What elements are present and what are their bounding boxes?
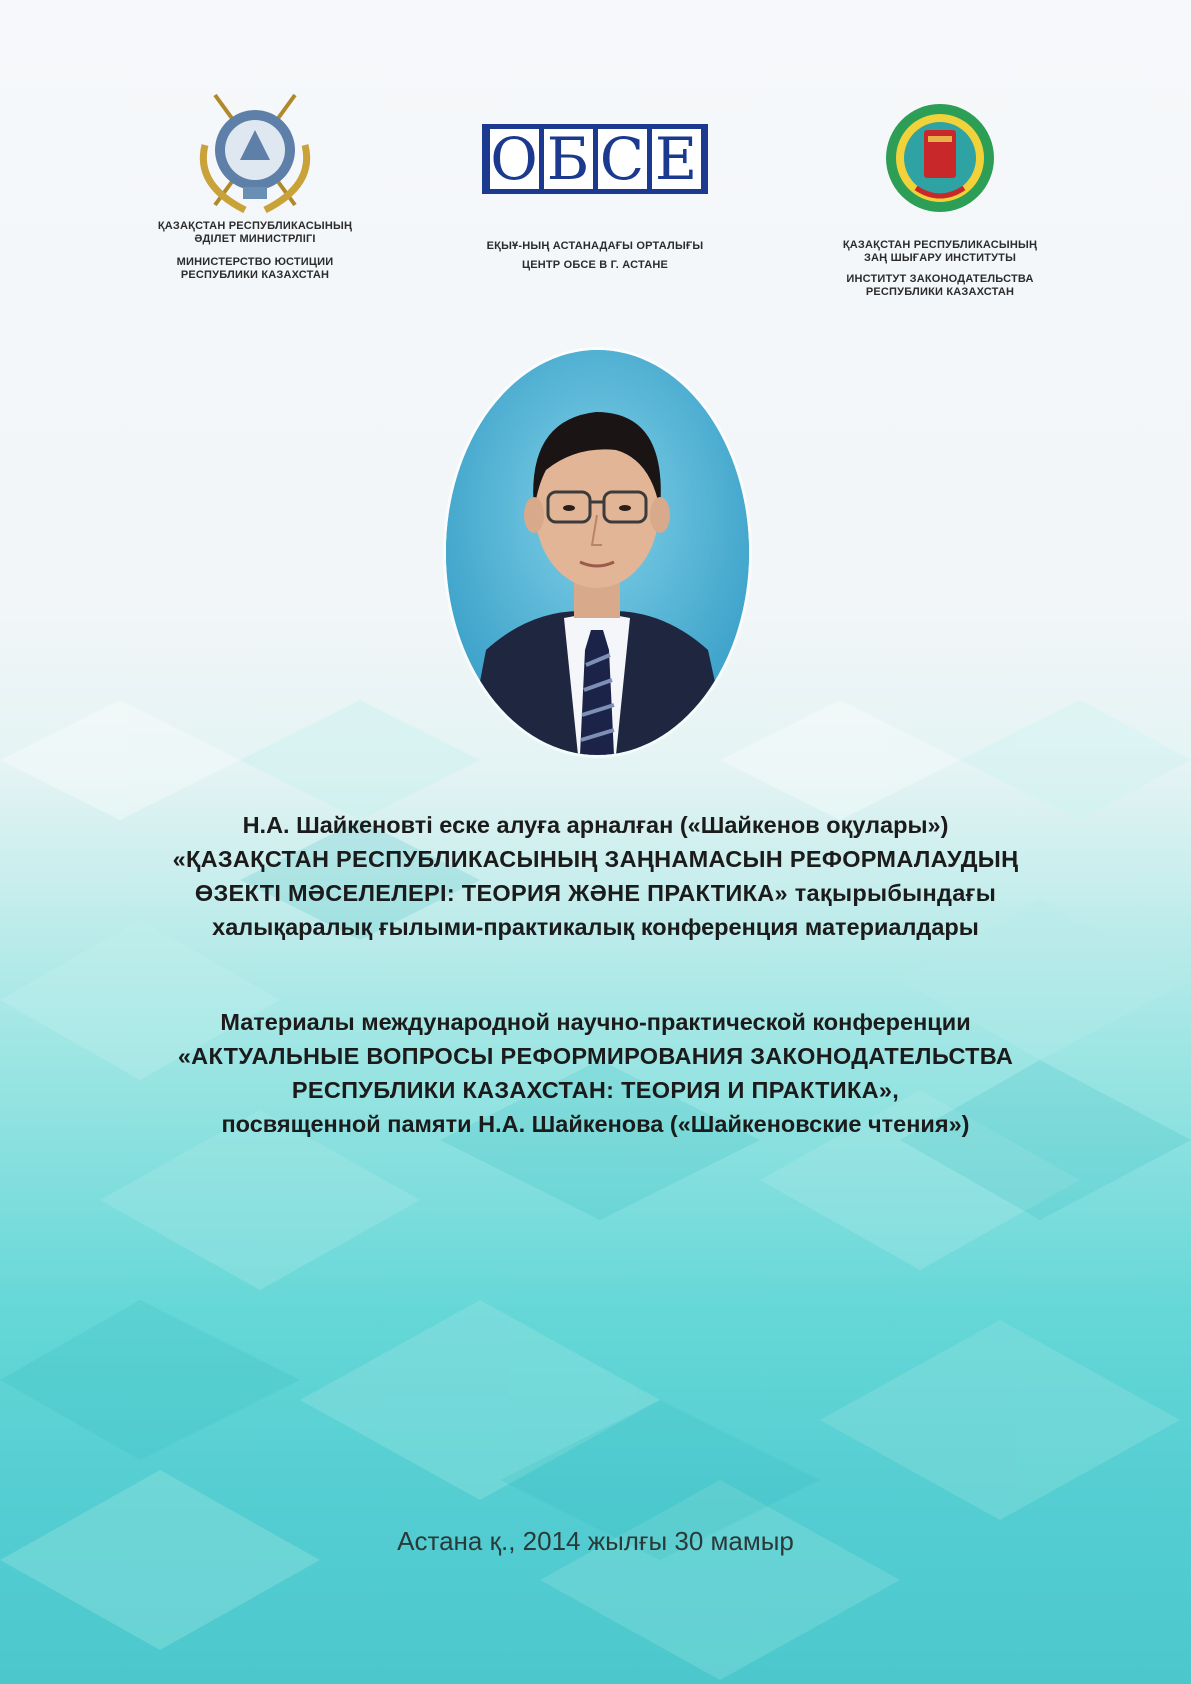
logo-ministry-of-justice <box>120 85 390 282</box>
russian-title <box>80 1005 1111 1141</box>
portrait-illustration <box>446 350 749 755</box>
logo-caption-line: РЕСПУБЛИКИ КАЗАХСТАН <box>865 286 1015 298</box>
logo-caption-line: МИНИСТЕРСТВО ЮСТИЦИИ <box>176 256 334 268</box>
osce-letter: Б <box>544 129 593 189</box>
kazakh-title-line: «ҚАЗАҚСТАН РЕСПУБЛИКАСЫНЫҢ ЗАҢНАМАСЫН РЕФОРМАЛАУДЫҢ <box>172 846 1019 872</box>
logo-caption-line: ҚАЗАҚСТАН РЕСПУБЛИКАСЫНЫҢ <box>842 239 1038 251</box>
logo-caption-line: ЦЕНТР ОБСЕ В Г. АСТАНЕ <box>521 259 669 271</box>
logo-caption-line: ЗАҢ ШЫҒАРУ ИНСТИТУТЫ <box>863 252 1017 264</box>
osce-letter: О <box>490 125 538 193</box>
logo-caption-line: ЕҚЫҰ-НЫҢ АСТАНАДАҒЫ ОРТАЛЫҒЫ <box>486 240 704 252</box>
russian-title-line: РЕСПУБЛИКИ КАЗАХСТАН: ТЕОРИЯ И ПРАКТИКА», <box>291 1077 900 1103</box>
osce-letter: С <box>598 129 647 189</box>
logo-osce <box>440 124 750 272</box>
logo-legislation-institute <box>800 100 1080 299</box>
institute-emblem-icon <box>882 100 998 216</box>
russian-title-line: посвященной памяти Н.А. Шайкенова («Шайкеновские чтения») <box>221 1111 970 1137</box>
logo-caption-line: ҚАЗАҚСТАН РЕСПУБЛИКАСЫНЫҢ <box>157 220 353 232</box>
portrait-photo <box>446 350 749 755</box>
kazakh-title <box>80 808 1111 944</box>
osce-letter: Е <box>652 129 701 189</box>
logo-caption-line: ИНСТИТУТ ЗАКОНОДАТЕЛЬСТВА <box>846 273 1034 285</box>
publication-date: Астана қ., 2014 жылғы 30 мамыр <box>397 1526 794 1556</box>
logo-caption-line: ӘДІЛЕТ МИНИСТРЛІГІ <box>194 233 316 245</box>
kazakh-title-line: халықаралық ғылыми-практикалық конференция материалдары <box>212 914 979 940</box>
russian-title-line: Материалы международной научно-практической конференции <box>220 1009 971 1035</box>
kazakh-title-line: ӨЗЕКТІ МӘСЕЛЕЛЕРІ: ТЕОРИЯ ЖӘНЕ ПРАКТИКА» тақырыбындағы <box>194 880 997 906</box>
osce-logo-icon <box>482 124 708 194</box>
kazakh-title-line: Н.А. Шайкеновті еске алуға арналған («Шайкенов оқулары») <box>242 812 949 838</box>
ministry-emblem-icon <box>185 85 325 215</box>
logo-caption-line: РЕСПУБЛИКИ КАЗАХСТАН <box>180 269 330 281</box>
russian-title-line: «АКТУАЛЬНЫЕ ВОПРОСЫ РЕФОРМИРОВАНИЯ ЗАКОНОДАТЕЛЬСТВА <box>177 1043 1014 1069</box>
